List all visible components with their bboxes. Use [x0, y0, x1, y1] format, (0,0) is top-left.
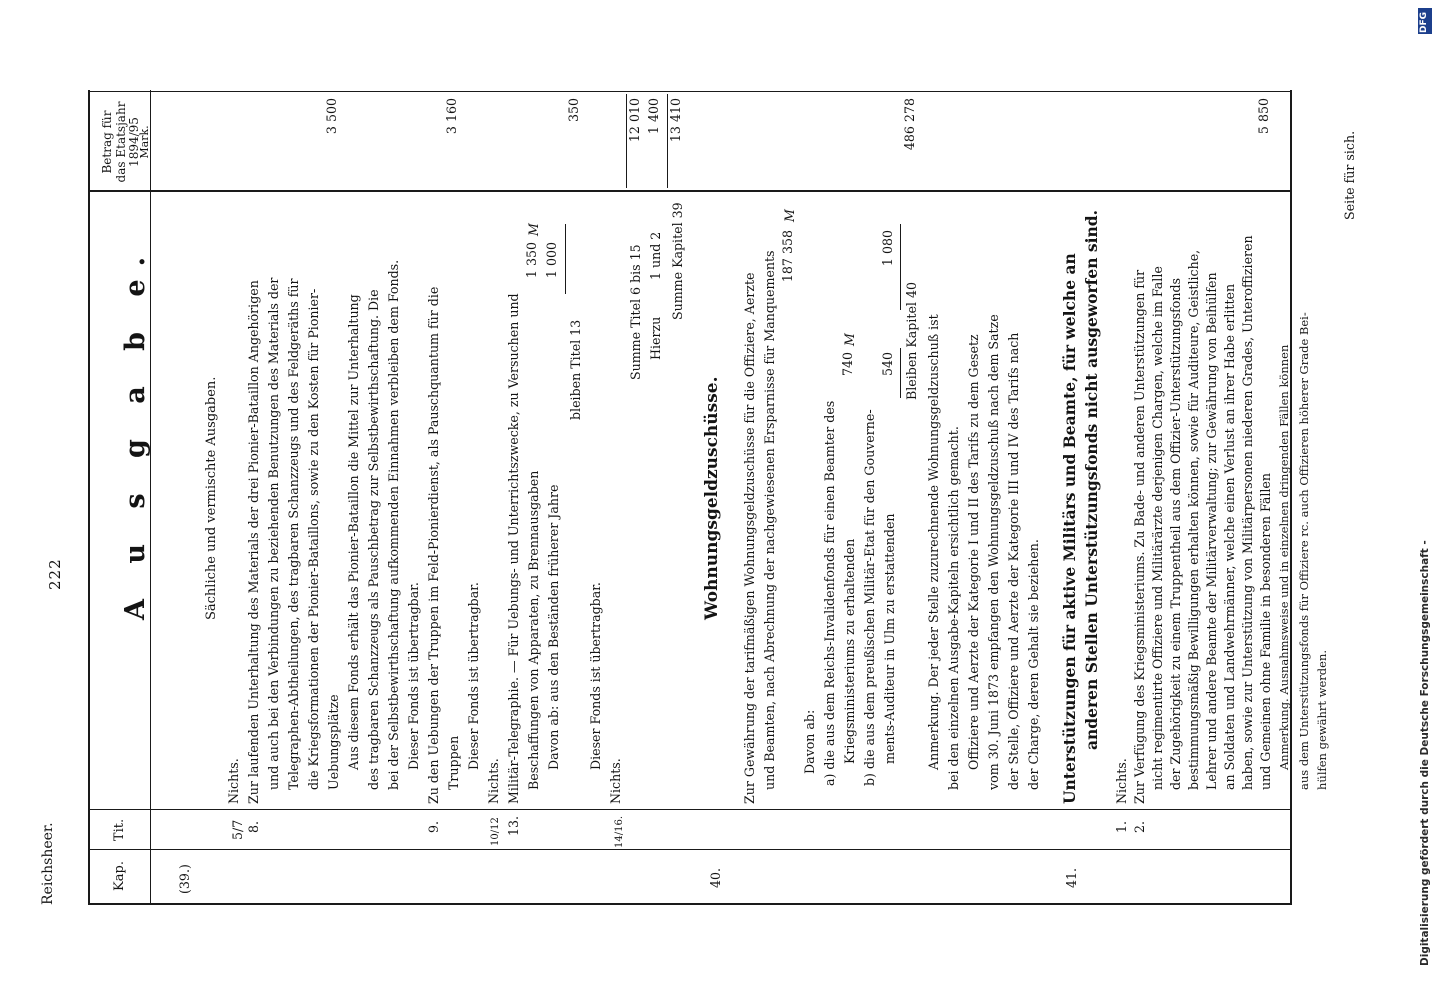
kap41-line-4: Lehrer und andere Beamte der Militärverwaltung; zur Gewährung von Beihülfen: [1204, 272, 1219, 790]
kap40-b-rule: [900, 348, 901, 398]
kap41-line-6: haben, sowie zur Unterstützung von Militärpersonen niederen Grades, Unteroffizieren: [1240, 235, 1255, 790]
kap41-tit-1: 1.: [1114, 820, 1129, 833]
kap40-note-line-4: der Stelle, Offiziere und Aerzte der Kategorie III und IV des Tarifs nach: [1006, 332, 1021, 790]
kap39-t13-bleiben: bleiben Titel 13: [568, 319, 583, 420]
col-rule-right: [88, 91, 1290, 92]
kap39-t13-line-0: Militär-Telegraphie. — Für Uebungs- und Unterrichtszwecke, zu Versuchen und: [506, 293, 521, 804]
kap40-main-amount: 187 358: [780, 230, 795, 283]
kap40-title: Wohnungsgeldzuschüsse.: [702, 376, 722, 620]
kap39-total-label: Summe Kapitel 39: [670, 202, 685, 320]
section-header: Reichsheer.: [40, 822, 56, 905]
kap40-bleiben: Bleiben Kapitel 40: [904, 282, 919, 400]
kap41-footer: Seite für sich.: [1342, 130, 1357, 220]
kap41-line-2: der Zugehörigkeit zu einem Truppentheil aus dem Offizier-Unterstützungsfonds: [1168, 278, 1183, 790]
col-header-betrag-2: das Etatsjahr: [114, 101, 128, 183]
kap39-t9-line-0: Zu den Uebungen der Truppen im Feld-Pionierdienst, als Pauschquantum für die: [426, 286, 441, 804]
kap39-tit-5-7: 5/7: [230, 819, 245, 840]
kap41-number: 41.: [1064, 867, 1079, 888]
kap40-davon-ab: Davon ab:: [802, 709, 817, 774]
kap39-t9-amount: 3 160: [444, 98, 459, 135]
col-header-kap: Kap.: [112, 861, 127, 891]
kap39-hierzu-label: Hierzu: [648, 316, 663, 360]
kap39-nichts-3: Nichts.: [608, 758, 623, 804]
kap39-t13-unit: M: [526, 223, 541, 236]
kap41-nichts: Nichts.: [1114, 758, 1129, 804]
col-rule-betrag: [88, 190, 1290, 192]
kap39-hierzu-mid: 1 und 2: [648, 231, 663, 280]
kap39-t13-note: Dieser Fonds ist übertragbar.: [588, 582, 603, 770]
col-rule-tit: [88, 849, 1290, 850]
kap41-line-3: bestimmungsmäßig Bewilligungen erhalten können, sowie für Auditeure, Geistliche,: [1186, 249, 1201, 790]
kap40-ab-rule: [900, 224, 901, 310]
kap39-total-value: 13 410: [668, 98, 683, 143]
kap40-b-line-1: ments-Auditeur in Ulm zu erstattenden: [882, 513, 897, 764]
kap40-a-line-1: Kriegsministeriums zu erhaltenden: [842, 538, 857, 764]
col-header-betrag-1: Betrag für: [100, 110, 114, 174]
kap40-line-0: Zur Gewährung der tarifmäßigen Wohnungsgeldzuschüsse für die Offiziere, Aerzte: [742, 272, 757, 804]
kap39-t8-line-5: Aus diesem Fonds erhält das Pionier-Bataillon die Mittel zur Unterhaltung: [346, 294, 361, 770]
kap41-note-line-2: hülfen gewährt werden.: [1315, 649, 1329, 790]
kap39-t8-amount: 3 500: [324, 98, 339, 135]
kap40-main-unit: M: [782, 209, 797, 222]
kap39-t13-line-2: Davon ab: aus den Beständen früherer Jahre: [546, 484, 561, 770]
kap40-note-line-5: der Charge, deren Gehalt sie beziehen.: [1026, 539, 1041, 790]
kap39-t8-line-6: des tragbaren Schanzzeugs als Pauschbetrag zur Selbstbewirthschaftung. Die: [366, 289, 381, 790]
digitization-credit: Digitalisierung gefördert durch die Deutsche Forschungsgemeinschaft -: [1419, 540, 1431, 966]
kap41-note-line-0: Anmerkung. Ausnahmsweise und in einzelnen dringenden Fällen können: [1277, 344, 1291, 770]
kap39-nichts: Nichts.: [226, 758, 241, 804]
kap40-line-1: und Beamten, nach Abrechnung der nachgewiesenen Ersparnisse für Manquements: [762, 250, 777, 790]
kap39-tit-14-16: 14/16.: [614, 816, 625, 848]
kap40-note-line-0: Anmerkung. Der jeder Stelle zuzurechnende Wohnungsgeldzuschuß ist: [926, 314, 941, 770]
kap39-t9-line-1: Truppen: [446, 735, 461, 790]
kap40-bleiben-amount: 486 278: [902, 98, 917, 151]
kap39-tit-9: 9.: [426, 820, 441, 833]
kap39-t8-line-3: die Kriegsformationen der Pionier-Bataillons, sowie zu den Kosten für Pionier-: [306, 288, 321, 790]
kap40-a-line-0: a) die aus dem Reichs-Invalidenfonds für einen Beamter des: [822, 400, 837, 786]
kap39-t13-subtotal-rule: [565, 224, 566, 294]
kap40-note-line-2: Offiziere und Aerzte der Kategorie I und II des Tarifs zu dem Gesetz: [966, 334, 981, 770]
col-rule-text: [88, 809, 1290, 810]
col-header-tit: Tit.: [112, 818, 127, 842]
kap39-tit-8: 8.: [246, 820, 261, 833]
kap41-line-0: Zur Verfügung des Kriegsministeriums. Zu Bade- und anderen Unterstützungen für: [1132, 269, 1147, 804]
kap39-t13-amount: 350: [566, 98, 581, 123]
kap40-note-line-3: vom 30. Juni 1873 empfangen den Wohnungsgeldzuschuß nach dem Satze: [986, 314, 1001, 790]
kap41-note-line-1: aus dem Unterstützungsfonds für Offiziere rc. auch Offizieren höherer Grade Bei-: [1297, 312, 1311, 790]
kap39-t13-val2: 1 000: [544, 242, 559, 279]
kap40-note-line-1: bei den einzelnen Ausgabe-Kapiteln ersichtlich gemacht.: [946, 426, 961, 790]
kap41-title-1: Unterstützungen für aktive Militärs und Beamte, für welche an: [1060, 253, 1079, 804]
kap39-t8-line-4: Uebungsplätze: [326, 694, 341, 790]
kap39-t8-line-7: bei der Selbstbewirthschaftung aufkommenden Einnahmen verbleiben dem Fonds.: [386, 259, 401, 790]
kap39-tit-13: 13.: [506, 815, 521, 836]
kap39-subtitle: Sächliche und vermischte Ausgaben.: [204, 376, 219, 620]
kap40-a-unit: M: [842, 333, 857, 346]
col-rule-kap: [88, 903, 1292, 905]
page-number: 222: [46, 558, 64, 590]
kap41-amount: 5 850: [1256, 98, 1271, 135]
table-top-rule: [88, 90, 90, 905]
kap39-t13-val1: 1 350: [524, 242, 539, 279]
kap39-t9-line-2: Dieser Fonds ist übertragbar.: [466, 582, 481, 770]
page-title: A u s g a b e.: [120, 243, 151, 620]
kap39-tit-10-12: 10/12: [490, 817, 501, 846]
col-header-betrag-4: Mark.: [138, 125, 151, 159]
kap41-line-7: und Gemeinen ohne Familie in besonderen Fällen: [1258, 473, 1273, 790]
kap41-title-2: anderen Stellen Unterstützungsfonds nicht ausgeworfen sind.: [1082, 210, 1101, 750]
col-header-betrag-3: 1894/95: [127, 117, 141, 167]
kap40-b-val: 540: [880, 352, 895, 377]
dfg-logo: DFG: [1418, 8, 1432, 34]
kap39-t8-line-0: Zur laufenden Unterhaltung des Materials der drei Pionier-Bataillon Angehörigen: [246, 280, 261, 804]
kap41-line-1: nicht regimentirte Offiziere und Militärärzte derjenigen Chargen, welche im Falle: [1150, 266, 1165, 790]
kap39-sum-label: Summe Titel 6 bis 15: [628, 244, 643, 380]
kap39-t8-line-8: Dieser Fonds ist übertragbar.: [406, 582, 421, 770]
kap41-line-5: an Soldaten und Landwehrmänner, welche einen Verlust an ihrer Habe erlitten: [1222, 283, 1237, 790]
kap40-ab-total: 1 080: [880, 230, 895, 267]
kap40-number: 40.: [708, 867, 723, 888]
kap39-nichts-2: Nichts.: [486, 758, 501, 804]
kap39-hierzu-value: 1 400: [646, 98, 661, 135]
kap41-tit-2: 2.: [1132, 820, 1147, 833]
kap39-t8-line-2: Telegraphen-Abtheilungen, des tragbaren Schanzzeugs und des Feldgeräths für: [286, 278, 301, 790]
kap39-sum-value: 12 010: [627, 98, 642, 143]
kap39-t8-line-1: und auch bei den Verbindungen zu beziehenden Benutzungen des Materials der: [266, 277, 281, 790]
kap40-b-line-0: b) die aus dem preußischen Militär-Etat für den Gouverne-: [862, 409, 877, 786]
kap39-number: (39.): [177, 864, 192, 894]
kap40-a-val: 740: [840, 352, 855, 377]
kap39-t13-line-1: Beschaffungen von Apparaten, zu Brennausgaben: [526, 470, 541, 790]
